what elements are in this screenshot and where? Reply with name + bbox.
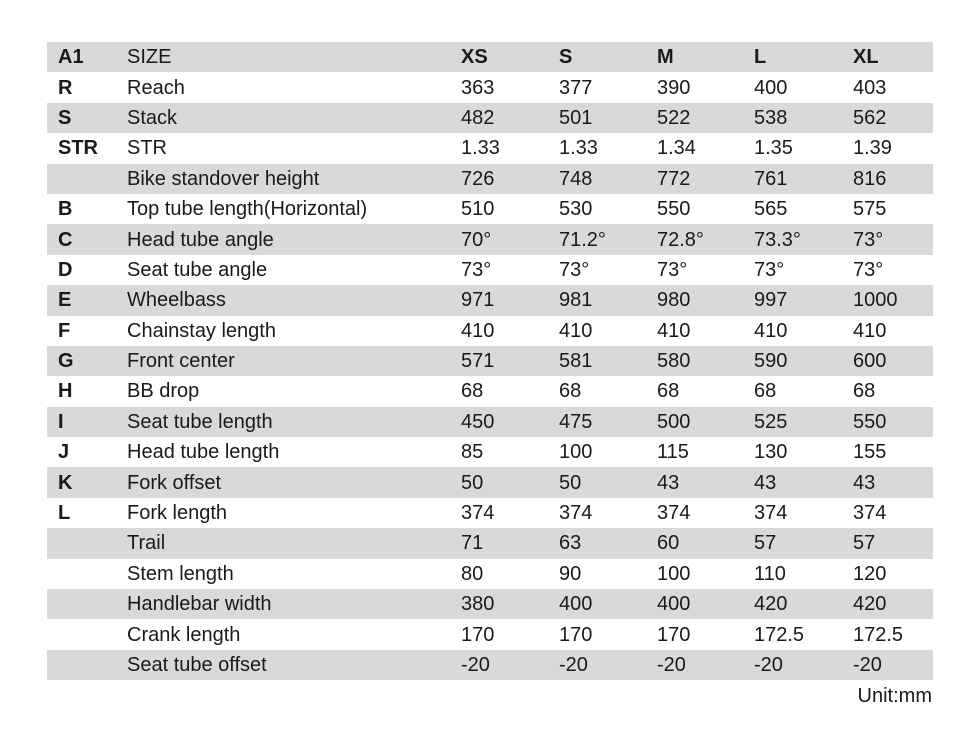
size-header-m: M	[657, 42, 754, 72]
value-cell-s: 501	[559, 103, 657, 133]
row-name-cell: STR	[127, 137, 167, 160]
value-cell-m: 1.34	[657, 137, 696, 160]
row-code-cell: G	[47, 346, 127, 376]
value-cell-m: 500	[657, 407, 754, 437]
row-name-cell: BB drop	[127, 380, 200, 403]
table-row	[47, 467, 933, 497]
row-name-cell: Trail	[127, 528, 461, 558]
row-name-cell: Crank length	[127, 623, 241, 646]
table-row	[47, 316, 933, 346]
table-row	[47, 255, 933, 285]
size-header-l: L	[754, 42, 853, 72]
value-cell-l: 997	[754, 285, 853, 315]
value-cell-xs: 482	[461, 103, 559, 133]
value-cell-m: -20	[657, 650, 754, 680]
value-cell-xl: 43	[853, 467, 933, 497]
value-cell-s: 90	[559, 562, 582, 585]
value-cell-s: 377	[559, 76, 593, 99]
value-cell-xl: 550	[853, 407, 933, 437]
value-cell-l: 43	[754, 467, 853, 497]
row-name-cell: Chainstay length	[127, 319, 276, 342]
value-cell-l: 73.3°	[754, 224, 853, 254]
value-cell-l: 172.5	[754, 623, 805, 646]
table-row	[47, 72, 933, 102]
table-row	[47, 103, 933, 133]
value-cell-m: 400	[657, 589, 754, 619]
value-cell-s: 50	[559, 467, 657, 497]
row-code-cell	[47, 650, 127, 680]
value-cell-xs: 70°	[461, 224, 559, 254]
value-cell-xl: 120	[853, 562, 887, 585]
value-cell-xs: 50	[461, 467, 559, 497]
table-row	[47, 528, 933, 558]
value-cell-s: 374	[559, 502, 593, 525]
value-cell-l: -20	[754, 650, 853, 680]
value-cell-xl: 420	[853, 589, 933, 619]
value-cell-m: 68	[657, 380, 680, 403]
row-name-cell: Stack	[127, 103, 461, 133]
table-row	[47, 224, 933, 254]
table-row	[47, 407, 933, 437]
row-name-cell: Handlebar width	[127, 589, 461, 619]
row-code-cell: E	[47, 285, 127, 315]
row-code-cell: F	[58, 319, 71, 342]
value-cell-m: 72.8°	[657, 224, 754, 254]
value-cell-s: 100	[559, 441, 593, 464]
table-header	[47, 42, 933, 72]
value-cell-xs: 571	[461, 346, 559, 376]
row-code-cell: D	[58, 258, 73, 281]
table-body	[47, 72, 933, 680]
value-cell-xl: 73°	[853, 258, 884, 281]
row-name-cell: Wheelbass	[127, 285, 461, 315]
value-cell-m: 410	[657, 319, 691, 342]
value-cell-l: 110	[754, 562, 786, 585]
value-cell-xl: 1.39	[853, 137, 892, 160]
table-row	[47, 559, 933, 589]
value-cell-s: 170	[559, 623, 593, 646]
value-cell-s: 981	[559, 285, 657, 315]
value-cell-xs: 1.33	[461, 137, 500, 160]
value-cell-s: 581	[559, 346, 657, 376]
row-name-cell: Bike standover height	[127, 164, 461, 194]
value-cell-xl: 562	[853, 103, 933, 133]
row-code-cell: K	[47, 467, 127, 497]
value-cell-xs: 450	[461, 407, 559, 437]
table-row	[47, 194, 933, 224]
table-row	[47, 498, 933, 528]
table-row	[47, 133, 933, 163]
value-cell-xl: 374	[853, 502, 887, 525]
value-cell-xl: 410	[853, 319, 887, 342]
value-cell-xl: -20	[853, 650, 933, 680]
value-cell-m: 772	[657, 164, 754, 194]
value-cell-xl: 57	[853, 528, 933, 558]
value-cell-m: 522	[657, 103, 754, 133]
table-row	[47, 376, 933, 406]
value-cell-m: 73°	[657, 258, 688, 281]
value-cell-s: 63	[559, 528, 657, 558]
value-cell-xs: 170	[461, 623, 495, 646]
row-code-cell	[47, 528, 127, 558]
row-name-cell: Fork length	[127, 502, 228, 525]
value-cell-m: 100	[657, 562, 691, 585]
row-name-cell: Front center	[127, 346, 461, 376]
table-row	[47, 650, 933, 680]
size-header-xs: XS	[461, 42, 559, 72]
geometry-table	[47, 42, 933, 680]
value-cell-m: 43	[657, 467, 754, 497]
value-cell-s: 71.2°	[559, 224, 657, 254]
value-cell-m: 390	[657, 76, 691, 99]
value-cell-xs: 80	[461, 562, 484, 585]
value-cell-xl: 816	[853, 164, 933, 194]
table-row	[47, 437, 933, 467]
row-code-cell	[47, 589, 127, 619]
value-cell-m: 374	[657, 502, 691, 525]
table-row	[47, 164, 933, 194]
value-cell-xl: 172.5	[853, 623, 904, 646]
value-cell-m: 580	[657, 346, 754, 376]
value-cell-xs: 73°	[461, 258, 492, 281]
value-cell-l: 410	[754, 319, 788, 342]
row-code-cell	[47, 164, 127, 194]
value-cell-m: 170	[657, 623, 691, 646]
value-cell-s: 1.33	[559, 137, 598, 160]
row-name-cell: Seat tube offset	[127, 650, 461, 680]
value-cell-xs: 363	[461, 76, 495, 99]
value-cell-s: 410	[559, 319, 593, 342]
value-cell-l: 565	[754, 198, 788, 221]
row-name-cell: Head tube length	[127, 441, 280, 464]
value-cell-xl: 1000	[853, 285, 933, 315]
row-name-cell: Seat tube length	[127, 407, 461, 437]
value-cell-xs: -20	[461, 650, 559, 680]
value-cell-xs: 71	[461, 528, 559, 558]
value-cell-s: 475	[559, 407, 657, 437]
value-cell-xl: 155	[853, 441, 887, 464]
value-cell-l: 1.35	[754, 137, 793, 160]
value-cell-l: 761	[754, 164, 853, 194]
value-cell-xl: 73°	[853, 224, 933, 254]
value-cell-xs: 68	[461, 380, 484, 403]
value-cell-xs: 85	[461, 441, 484, 464]
value-cell-m: 980	[657, 285, 754, 315]
row-code-cell: I	[47, 407, 127, 437]
row-code-cell: H	[58, 380, 73, 403]
value-cell-m: 115	[657, 441, 689, 464]
value-cell-s: -20	[559, 650, 657, 680]
value-cell-xs: 726	[461, 164, 559, 194]
value-cell-l: 57	[754, 528, 853, 558]
size-header-xl: XL	[853, 42, 933, 72]
value-cell-s: 530	[559, 198, 593, 221]
row-code-cell	[47, 619, 127, 649]
row-code-cell: C	[47, 224, 127, 254]
value-cell-m: 60	[657, 528, 754, 558]
table-row	[47, 285, 933, 315]
row-name-cell: Seat tube angle	[127, 258, 268, 281]
size-header-s: S	[559, 42, 657, 72]
row-code-cell: L	[58, 502, 71, 525]
value-cell-xs: 410	[461, 319, 495, 342]
value-cell-s: 68	[559, 380, 582, 403]
row-code-cell: J	[58, 441, 70, 464]
value-cell-l: 538	[754, 103, 853, 133]
value-cell-s: 400	[559, 589, 657, 619]
value-cell-xl: 68	[853, 380, 876, 403]
value-cell-l: 400	[754, 76, 788, 99]
row-code-cell: STR	[58, 137, 98, 160]
row-code-cell: R	[58, 76, 73, 99]
value-cell-m: 550	[657, 198, 691, 221]
value-cell-xl: 575	[853, 198, 887, 221]
row-code-cell: S	[47, 103, 127, 133]
value-cell-l: 590	[754, 346, 853, 376]
header-row	[47, 42, 933, 72]
value-cell-xs: 510	[461, 198, 495, 221]
value-cell-l: 73°	[754, 258, 785, 281]
value-cell-xs: 374	[461, 502, 495, 525]
value-cell-l: 525	[754, 407, 853, 437]
value-cell-s: 748	[559, 164, 657, 194]
table-row	[47, 619, 933, 649]
value-cell-l: 130	[754, 441, 788, 464]
row-name-cell: Top tube length(Horizontal)	[127, 198, 368, 221]
row-code-cell: B	[58, 198, 73, 221]
value-cell-l: 420	[754, 589, 853, 619]
unit-note: Unit:mm	[857, 685, 932, 707]
row-name-cell: Head tube angle	[127, 224, 461, 254]
table-row	[47, 346, 933, 376]
value-cell-s: 73°	[559, 258, 590, 281]
value-cell-l: 68	[754, 380, 777, 403]
row-name-cell: Fork offset	[127, 467, 461, 497]
value-cell-xs: 971	[461, 285, 559, 315]
value-cell-xs: 380	[461, 589, 559, 619]
value-cell-xl: 600	[853, 346, 933, 376]
value-cell-l: 374	[754, 502, 788, 525]
table-row	[47, 589, 933, 619]
row-name-cell: Reach	[127, 76, 185, 99]
row-name-cell: Stem length	[127, 562, 234, 585]
header-size-label: SIZE	[127, 42, 461, 72]
header-code-cell: A1	[47, 42, 127, 72]
row-code-cell	[47, 559, 127, 589]
value-cell-xl: 403	[853, 76, 887, 99]
